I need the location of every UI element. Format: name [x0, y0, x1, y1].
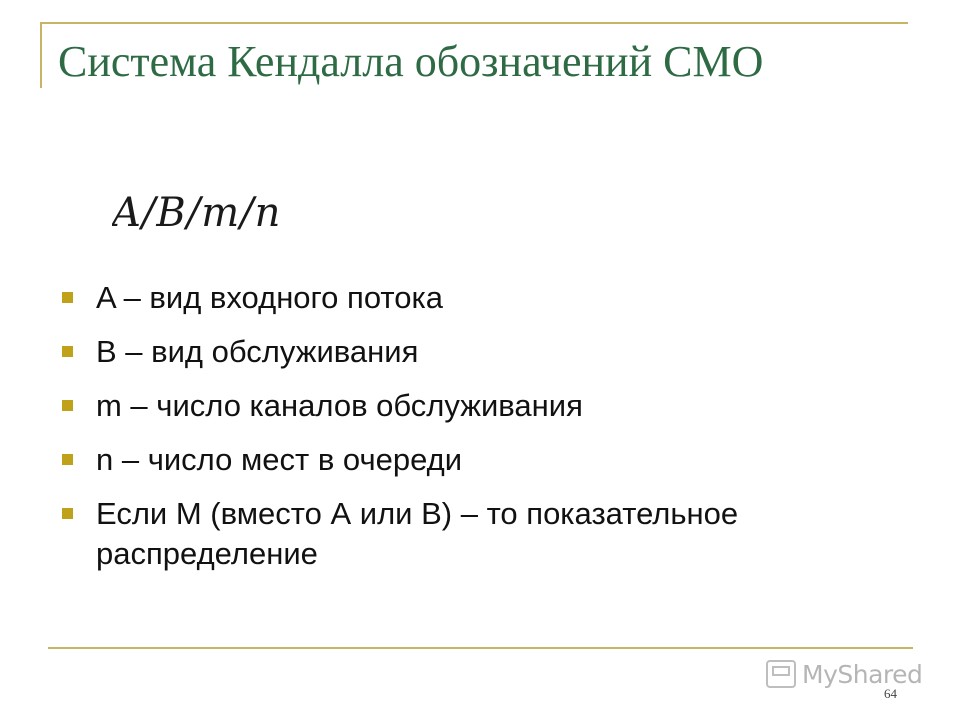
kendall-formula: A/B/m/n	[112, 190, 282, 236]
myshared-watermark	[766, 656, 922, 692]
bullet-text: A – вид входного потока	[96, 280, 443, 315]
bullet-text: Если M (вместо А или В) – то показательное распределение	[96, 496, 739, 571]
bullet-text: m – число каналов обслуживания	[96, 388, 583, 423]
presentation-icon	[766, 660, 796, 688]
bullet-list	[58, 278, 918, 588]
watermark-text: MyShared	[802, 659, 923, 689]
page-number: 64	[884, 686, 897, 701]
square-bullet-icon	[62, 292, 73, 303]
bullet-item	[58, 440, 918, 480]
slide-title: Система Кендалла обозначений СМО	[58, 37, 764, 86]
bullet-text: n – число мест в очереди	[96, 442, 463, 477]
bullet-text: B – вид обслуживания	[96, 334, 419, 369]
bullet-item	[58, 332, 918, 372]
square-bullet-icon	[62, 454, 73, 465]
square-bullet-icon	[62, 346, 73, 357]
bullet-item	[58, 278, 918, 318]
frame-top-rule	[40, 22, 908, 24]
bullet-item	[58, 386, 918, 426]
square-bullet-icon	[62, 400, 73, 411]
footer-rule	[48, 647, 913, 649]
bullet-item	[58, 494, 918, 574]
square-bullet-icon	[62, 508, 73, 519]
frame-left-rule	[40, 22, 42, 88]
